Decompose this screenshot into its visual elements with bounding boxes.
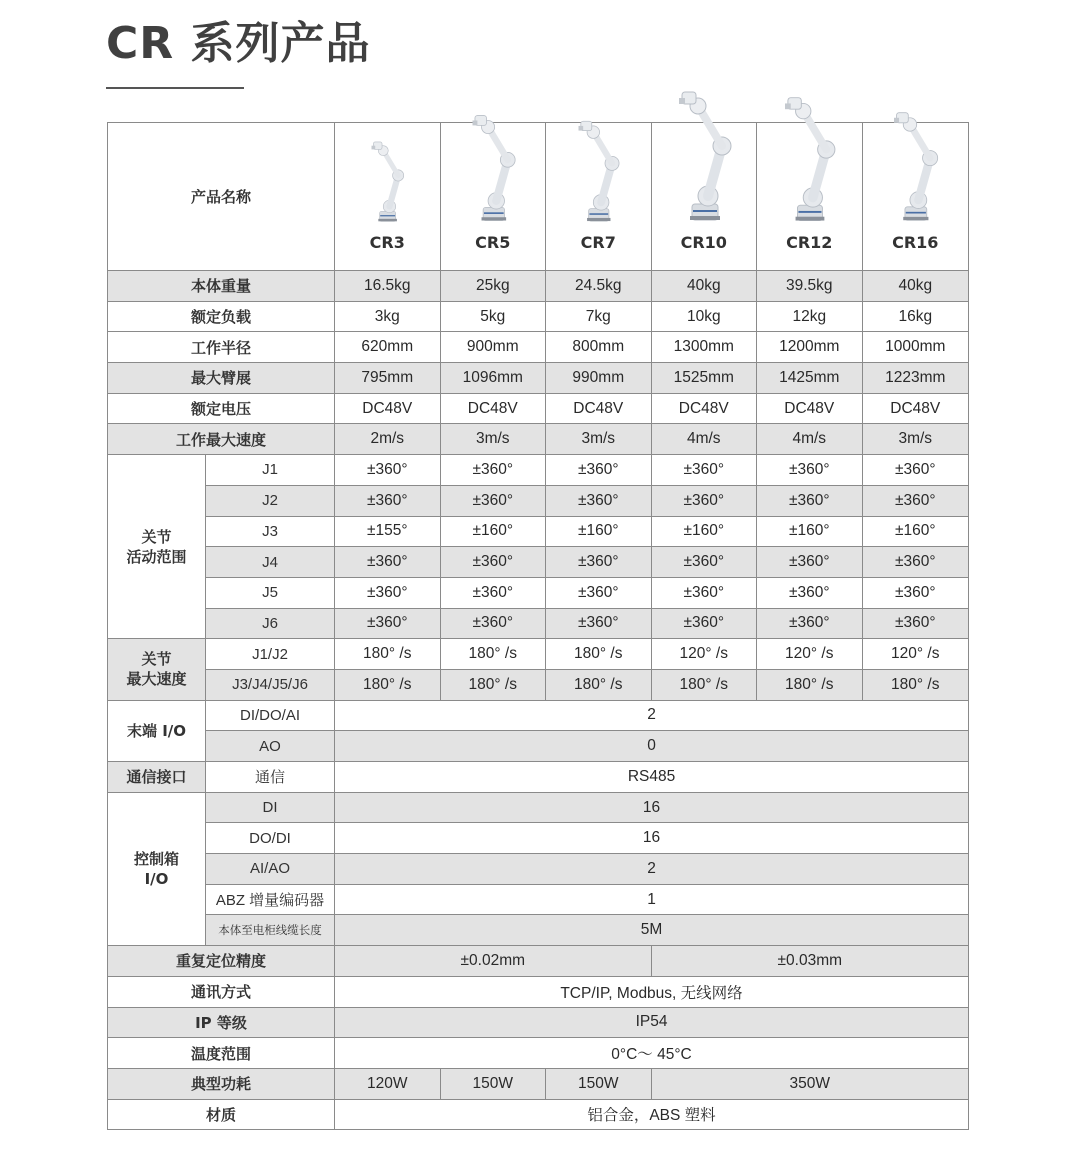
cell-value: 180° /s [862, 669, 969, 700]
cell-value: 1425mm [757, 363, 863, 394]
repeatability-row [108, 946, 969, 977]
controller-io-row [108, 854, 969, 885]
sub-label: J1/J2 [206, 639, 335, 670]
cell-value: 150W [546, 1068, 652, 1099]
product-name: CR5 [475, 233, 511, 252]
cell-value: 1000mm [862, 332, 969, 363]
cell-value: ±360° [757, 455, 863, 486]
comm-interface-label: 通信接口 [108, 762, 206, 793]
temperature-row [108, 1038, 969, 1069]
joint-speed-label-text: 关节 最大速度 [126, 650, 187, 689]
joint-range-label-text: 关节 活动范围 [126, 527, 187, 566]
cell-value: ±160° [546, 516, 652, 547]
sub-label: AI/AO [206, 854, 335, 885]
cell-value: DC48V [757, 393, 863, 424]
cell-value: ±360° [546, 547, 652, 578]
cell-value: 990mm [546, 363, 652, 394]
cell-value: DC48V [335, 393, 441, 424]
cell-value: RS485 [335, 762, 969, 793]
cell-value: 1525mm [651, 363, 757, 394]
cell-value: ±360° [757, 485, 863, 516]
cell-value: 0 [335, 731, 969, 762]
product-cell [546, 123, 652, 271]
spec-row-payload [108, 301, 969, 332]
cell-value: 180° /s [651, 669, 757, 700]
cell-value: 120° /s [862, 639, 969, 670]
cell-value: ±360° [335, 485, 441, 516]
robot-arm-icon [357, 137, 417, 224]
cell-value: 39.5kg [757, 271, 863, 302]
cell-value: ±360° [862, 577, 969, 608]
cell-value: 150W [440, 1068, 546, 1099]
product-name: CR3 [369, 233, 405, 252]
row-label: 温度范围 [108, 1038, 335, 1069]
cell-value: 180° /s [546, 669, 652, 700]
sub-label: DO/DI [206, 823, 335, 854]
cell-value: 0°C～ 45°C [335, 1038, 969, 1069]
cell-value: DC48V [651, 393, 757, 424]
cell-value: 180° /s [335, 669, 441, 700]
sub-label: DI/DO/AI [206, 700, 335, 731]
row-label: IP 等级 [108, 1007, 335, 1038]
row-label: 工作最大速度 [108, 424, 335, 455]
robot-arm-icon [674, 84, 734, 224]
sub-label: J3 [206, 516, 335, 547]
cell-value: ±360° [546, 455, 652, 486]
cell-value: ±360° [862, 455, 969, 486]
cell-value: ±360° [651, 455, 757, 486]
cell-value: ±160° [862, 516, 969, 547]
row-label: 典型功耗 [108, 1068, 335, 1099]
controller-io-row [108, 792, 969, 823]
page-title: CR 系列产品 [106, 18, 371, 69]
cell-value: ±0.02mm [335, 946, 652, 977]
product-name-label: 产品名称 [108, 123, 335, 271]
cell-value: 16 [335, 792, 969, 823]
cell-value: DC48V [862, 393, 969, 424]
cell-value: 40kg [862, 271, 969, 302]
row-label: 最大臂展 [108, 363, 335, 394]
cell-value: 1300mm [651, 332, 757, 363]
row-label: 额定电压 [108, 393, 335, 424]
cell-value: ±360° [335, 577, 441, 608]
cell-value: 5kg [440, 301, 546, 332]
controller-io-label-text: 控制箱 I/O [133, 849, 179, 888]
controller-io-row [108, 915, 969, 946]
joint-range-row [108, 577, 969, 608]
cell-value: ±360° [335, 547, 441, 578]
cell-value: 16kg [862, 301, 969, 332]
cell-value: 180° /s [546, 639, 652, 670]
cell-value: ±360° [757, 577, 863, 608]
cell-value: ±160° [757, 516, 863, 547]
cell-value: ±360° [651, 577, 757, 608]
robot-arm-icon [568, 115, 628, 224]
product-name: CR7 [580, 233, 616, 252]
sub-label: J2 [206, 485, 335, 516]
material-row [108, 1099, 969, 1130]
sub-label: DI [206, 792, 335, 823]
cell-value: 120° /s [651, 639, 757, 670]
controller-io-row [108, 823, 969, 854]
spec-row-weight [108, 271, 969, 302]
comm-method-row [108, 976, 969, 1007]
cell-value: ±360° [757, 608, 863, 639]
cell-value: ±160° [651, 516, 757, 547]
end-io-row [108, 700, 969, 731]
cell-value: 2 [335, 854, 969, 885]
joint-speed-row [108, 639, 969, 670]
cell-value: ±360° [651, 547, 757, 578]
cell-value: 620mm [335, 332, 441, 363]
robot-arm-icon [885, 106, 945, 224]
cell-value: ±360° [440, 485, 546, 516]
cell-value: 2m/s [335, 424, 441, 455]
cell-value: 180° /s [440, 669, 546, 700]
joint-range-row [108, 547, 969, 578]
cell-value: 1096mm [440, 363, 546, 394]
cell-value: ±360° [440, 577, 546, 608]
ip-rating-row [108, 1007, 969, 1038]
cell-value: 350W [651, 1068, 969, 1099]
cell-value: ±360° [440, 455, 546, 486]
sub-label: J3/J4/J5/J6 [206, 669, 335, 700]
spec-table [107, 122, 969, 1130]
cell-value: 900mm [440, 332, 546, 363]
sub-label: ABZ 增量编码器 [206, 884, 335, 915]
cell-value: 25kg [440, 271, 546, 302]
row-label: 通讯方式 [108, 976, 335, 1007]
cell-value: ±360° [546, 608, 652, 639]
sub-label: 本体至电柜线缆长度 [206, 915, 335, 946]
product-header-row [108, 123, 969, 271]
cell-value: 4m/s [651, 424, 757, 455]
cell-value: 795mm [335, 363, 441, 394]
cell-value: 180° /s [335, 639, 441, 670]
power-row [108, 1068, 969, 1099]
end-io-row [108, 731, 969, 762]
row-label: 工作半径 [108, 332, 335, 363]
controller-io-label [108, 792, 206, 945]
cell-value: ±360° [440, 547, 546, 578]
cell-value: 180° /s [440, 639, 546, 670]
cell-value: ±360° [862, 608, 969, 639]
joint-range-row [108, 608, 969, 639]
product-cell [440, 123, 546, 271]
robot-arm-icon [463, 109, 523, 224]
joint-range-row [108, 455, 969, 486]
joint-speed-label [108, 639, 206, 700]
cell-value: 120° /s [757, 639, 863, 670]
sub-label: J4 [206, 547, 335, 578]
sub-label: J1 [206, 455, 335, 486]
sub-label: AO [206, 731, 335, 762]
sub-label: 通信 [206, 762, 335, 793]
joint-range-row [108, 485, 969, 516]
cell-value: 24.5kg [546, 271, 652, 302]
cell-value: 1200mm [757, 332, 863, 363]
cell-value: 120W [335, 1068, 441, 1099]
spec-row-radius [108, 332, 969, 363]
cell-value: ±0.03mm [651, 946, 969, 977]
cell-value: 3kg [335, 301, 441, 332]
row-label: 额定负载 [108, 301, 335, 332]
joint-range-label [108, 455, 206, 639]
cell-value: 12kg [757, 301, 863, 332]
cell-value: ±155° [335, 516, 441, 547]
cell-value: 1223mm [862, 363, 969, 394]
cell-value: 铝合金，ABS 塑料 [335, 1099, 969, 1130]
product-name: CR16 [892, 233, 939, 252]
cell-value: 40kg [651, 271, 757, 302]
controller-io-row [108, 884, 969, 915]
cell-value: 800mm [546, 332, 652, 363]
cell-value: ±360° [546, 485, 652, 516]
row-label: 重复定位精度 [108, 946, 335, 977]
cell-value: ±360° [335, 455, 441, 486]
product-name: CR10 [680, 233, 727, 252]
spec-row-max-speed [108, 424, 969, 455]
cell-value: 16 [335, 823, 969, 854]
cell-value: ±360° [862, 485, 969, 516]
product-cell [651, 123, 757, 271]
cell-value: ±360° [651, 485, 757, 516]
cell-value: DC48V [440, 393, 546, 424]
cell-value: ±360° [335, 608, 441, 639]
cell-value: ±360° [546, 577, 652, 608]
row-label: 本体重量 [108, 271, 335, 302]
sub-label: J6 [206, 608, 335, 639]
product-cell [335, 123, 441, 271]
row-label: 材质 [108, 1099, 335, 1130]
cell-value: 4m/s [757, 424, 863, 455]
product-name: CR12 [786, 233, 833, 252]
cell-value: ±360° [757, 547, 863, 578]
cell-value: ±360° [651, 608, 757, 639]
cell-value: IP54 [335, 1007, 969, 1038]
title-underline [106, 87, 244, 89]
cell-value: 3m/s [862, 424, 969, 455]
joint-range-row [108, 516, 969, 547]
cell-value: 3m/s [546, 424, 652, 455]
cell-value: ±360° [440, 608, 546, 639]
joint-speed-row [108, 669, 969, 700]
spec-row-reach [108, 363, 969, 394]
cell-value: DC48V [546, 393, 652, 424]
sub-label: J5 [206, 577, 335, 608]
cell-value: ±360° [862, 547, 969, 578]
cell-value: 10kg [651, 301, 757, 332]
cell-value: 2 [335, 700, 969, 731]
cell-value: TCP/IP, Modbus, 无线网络 [335, 976, 969, 1007]
cell-value: 1 [335, 884, 969, 915]
cell-value: 5M [335, 915, 969, 946]
product-cell [757, 123, 863, 271]
cell-value: 7kg [546, 301, 652, 332]
end-io-label: 末端 I/O [108, 700, 206, 761]
spec-row-voltage [108, 393, 969, 424]
cell-value: 16.5kg [335, 271, 441, 302]
cell-value: ±160° [440, 516, 546, 547]
cell-value: 180° /s [757, 669, 863, 700]
product-cell [862, 123, 969, 271]
cell-value: 3m/s [440, 424, 546, 455]
comm-interface-row [108, 762, 969, 793]
robot-arm-icon [779, 90, 839, 224]
